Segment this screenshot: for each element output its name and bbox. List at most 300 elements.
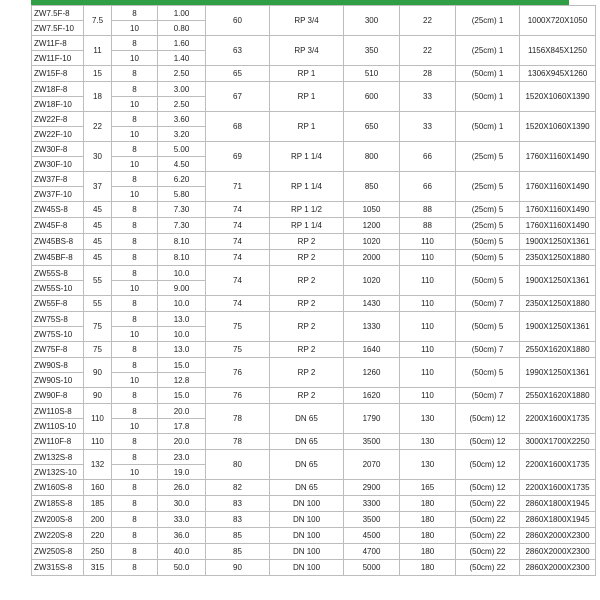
table-row <box>32 142 596 157</box>
thread-cell: RP 1 1/4 <box>270 172 344 202</box>
pressure-cell: 8 <box>112 342 158 358</box>
power-cell: 200 <box>84 512 112 528</box>
wheel-cell: (50cm) 7 <box>456 388 520 404</box>
thread-cell: RP 1 1/4 <box>270 142 344 172</box>
model-cell: ZW45BF-8 <box>32 250 84 266</box>
table-row <box>32 342 596 358</box>
weight-cell: 1430 <box>344 296 400 312</box>
table-row <box>32 250 596 266</box>
volume-cell: 20.0 <box>158 404 206 419</box>
pressure-cell: 8 <box>112 250 158 266</box>
pressure-cell: 10 <box>112 127 158 142</box>
volume-cell: 9.00 <box>158 281 206 296</box>
size-cell: 2350X1250X1880 <box>520 296 596 312</box>
volume-cell: 15.0 <box>158 358 206 373</box>
table-row <box>32 66 596 82</box>
model-cell: ZW45BS-8 <box>32 234 84 250</box>
flow-cell: 110 <box>400 312 456 342</box>
weight-cell: 1020 <box>344 266 400 296</box>
model-cell: ZW132S-10 <box>32 465 84 480</box>
table-row <box>32 202 596 218</box>
flow-cell: 88 <box>400 218 456 234</box>
power-cell: 22 <box>84 112 112 142</box>
interface-cell: 83 <box>206 512 270 528</box>
weight-cell: 1020 <box>344 234 400 250</box>
weight-cell: 1330 <box>344 312 400 342</box>
size-cell: 1900X1250X1361 <box>520 312 596 342</box>
power-cell: 7.5 <box>84 6 112 36</box>
flow-cell: 130 <box>400 450 456 480</box>
pressure-cell: 8 <box>112 404 158 419</box>
wheel-cell: (50cm) 5 <box>456 266 520 296</box>
model-cell: ZW11F-8 <box>32 36 84 51</box>
wheel-cell: (50cm) 22 <box>456 560 520 576</box>
pressure-cell: 8 <box>112 388 158 404</box>
pressure-cell: 10 <box>112 187 158 202</box>
table-row <box>32 434 596 450</box>
interface-cell: 85 <box>206 544 270 560</box>
interface-cell: 74 <box>206 250 270 266</box>
flow-cell: 110 <box>400 358 456 388</box>
size-cell: 1990X1250X1361 <box>520 358 596 388</box>
wheel-cell: (50cm) 1 <box>456 112 520 142</box>
thread-cell: RP 2 <box>270 388 344 404</box>
interface-cell: 75 <box>206 342 270 358</box>
volume-cell: 20.0 <box>158 434 206 450</box>
weight-cell: 3300 <box>344 496 400 512</box>
size-cell: 1760X1160X1490 <box>520 142 596 172</box>
pressure-cell: 8 <box>112 112 158 127</box>
thread-cell: RP 3/4 <box>270 6 344 36</box>
wheel-cell: (50cm) 7 <box>456 296 520 312</box>
model-cell: ZW45F-8 <box>32 218 84 234</box>
volume-cell: 10.0 <box>158 327 206 342</box>
wheel-cell: (50cm) 1 <box>456 66 520 82</box>
power-cell: 90 <box>84 358 112 388</box>
size-cell: 1760X1160X1490 <box>520 218 596 234</box>
interface-cell: 78 <box>206 404 270 434</box>
size-cell: 2860X2000X2300 <box>520 544 596 560</box>
volume-cell: 13.0 <box>158 342 206 358</box>
weight-cell: 2900 <box>344 480 400 496</box>
model-cell: ZW22F-10 <box>32 127 84 142</box>
model-cell: ZW185S-8 <box>32 496 84 512</box>
thread-cell: DN 100 <box>270 496 344 512</box>
interface-cell: 82 <box>206 480 270 496</box>
interface-cell: 90 <box>206 560 270 576</box>
volume-cell: 8.10 <box>158 234 206 250</box>
power-cell: 110 <box>84 434 112 450</box>
size-cell: 2200X1600X1735 <box>520 404 596 434</box>
thread-cell: RP 2 <box>270 342 344 358</box>
model-cell: ZW7.5F-8 <box>32 6 84 21</box>
flow-cell: 66 <box>400 172 456 202</box>
weight-cell: 350 <box>344 36 400 66</box>
weight-cell: 1200 <box>344 218 400 234</box>
interface-cell: 74 <box>206 218 270 234</box>
wheel-cell: (25cm) 1 <box>456 6 520 36</box>
model-cell: ZW37F-8 <box>32 172 84 187</box>
model-cell: ZW132S-8 <box>32 450 84 465</box>
table-row <box>32 312 596 327</box>
volume-cell: 50.0 <box>158 560 206 576</box>
volume-cell: 6.20 <box>158 172 206 187</box>
interface-cell: 74 <box>206 234 270 250</box>
model-cell: ZW90S-10 <box>32 373 84 388</box>
weight-cell: 5000 <box>344 560 400 576</box>
thread-cell: DN 65 <box>270 404 344 434</box>
model-cell: ZW45S-8 <box>32 202 84 218</box>
flow-cell: 110 <box>400 250 456 266</box>
model-cell: ZW11F-10 <box>32 51 84 66</box>
power-cell: 45 <box>84 234 112 250</box>
power-cell: 132 <box>84 450 112 480</box>
table-row <box>32 358 596 373</box>
volume-cell: 2.50 <box>158 97 206 112</box>
flow-cell: 33 <box>400 112 456 142</box>
table-row <box>32 450 596 465</box>
weight-cell: 2070 <box>344 450 400 480</box>
size-cell: 1900X1250X1361 <box>520 234 596 250</box>
model-cell: ZW90S-8 <box>32 358 84 373</box>
pressure-cell: 10 <box>112 97 158 112</box>
wheel-cell: (50cm) 1 <box>456 82 520 112</box>
pressure-cell: 8 <box>112 6 158 21</box>
pressure-cell: 8 <box>112 560 158 576</box>
thread-cell: DN 100 <box>270 560 344 576</box>
model-cell: ZW18F-8 <box>32 82 84 97</box>
volume-cell: 4.50 <box>158 157 206 172</box>
pressure-cell: 8 <box>112 218 158 234</box>
wheel-cell: (50cm) 22 <box>456 544 520 560</box>
size-cell: 1000X720X1050 <box>520 6 596 36</box>
spec-table-body <box>32 6 596 576</box>
flow-cell: 66 <box>400 142 456 172</box>
thread-cell: RP 1 <box>270 82 344 112</box>
interface-cell: 63 <box>206 36 270 66</box>
interface-cell: 60 <box>206 6 270 36</box>
volume-cell: 3.60 <box>158 112 206 127</box>
interface-cell: 67 <box>206 82 270 112</box>
pressure-cell: 8 <box>112 496 158 512</box>
model-cell: ZW200S-8 <box>32 512 84 528</box>
volume-cell: 5.80 <box>158 187 206 202</box>
table-row <box>32 560 596 576</box>
volume-cell: 26.0 <box>158 480 206 496</box>
interface-cell: 83 <box>206 496 270 512</box>
flow-cell: 180 <box>400 496 456 512</box>
size-cell: 2550X1620X1880 <box>520 342 596 358</box>
weight-cell: 650 <box>344 112 400 142</box>
thread-cell: DN 65 <box>270 450 344 480</box>
volume-cell: 36.0 <box>158 528 206 544</box>
flow-cell: 130 <box>400 434 456 450</box>
power-cell: 11 <box>84 36 112 66</box>
table-row <box>32 480 596 496</box>
thread-cell: RP 2 <box>270 234 344 250</box>
interface-cell: 65 <box>206 66 270 82</box>
table-row <box>32 6 596 21</box>
size-cell: 2550X1620X1880 <box>520 388 596 404</box>
power-cell: 75 <box>84 342 112 358</box>
size-cell: 1520X1060X1390 <box>520 82 596 112</box>
interface-cell: 78 <box>206 434 270 450</box>
size-cell: 1306X945X1260 <box>520 66 596 82</box>
table-row <box>32 234 596 250</box>
pressure-cell: 8 <box>112 266 158 281</box>
model-cell: ZW55S-10 <box>32 281 84 296</box>
pressure-cell: 10 <box>112 157 158 172</box>
size-cell: 1900X1250X1361 <box>520 266 596 296</box>
thread-cell: RP 1 <box>270 66 344 82</box>
table-row <box>32 36 596 51</box>
volume-cell: 1.60 <box>158 36 206 51</box>
wheel-cell: (50cm) 12 <box>456 480 520 496</box>
pressure-cell: 10 <box>112 327 158 342</box>
volume-cell: 5.00 <box>158 142 206 157</box>
weight-cell: 510 <box>344 66 400 82</box>
power-cell: 30 <box>84 142 112 172</box>
power-cell: 315 <box>84 560 112 576</box>
weight-cell: 4500 <box>344 528 400 544</box>
thread-cell: DN 100 <box>270 512 344 528</box>
table-row <box>32 172 596 187</box>
model-cell: ZW55S-8 <box>32 266 84 281</box>
table-row <box>32 544 596 560</box>
volume-cell: 13.0 <box>158 312 206 327</box>
weight-cell: 1260 <box>344 358 400 388</box>
power-cell: 55 <box>84 296 112 312</box>
interface-cell: 76 <box>206 388 270 404</box>
model-cell: ZW75F-8 <box>32 342 84 358</box>
volume-cell: 10.0 <box>158 296 206 312</box>
flow-cell: 28 <box>400 66 456 82</box>
pressure-cell: 8 <box>112 312 158 327</box>
thread-cell: RP 1 1/2 <box>270 202 344 218</box>
table-row <box>32 388 596 404</box>
interface-cell: 69 <box>206 142 270 172</box>
model-cell: ZW220S-8 <box>32 528 84 544</box>
model-cell: ZW30F-8 <box>32 142 84 157</box>
thread-cell: RP 2 <box>270 250 344 266</box>
pressure-cell: 8 <box>112 480 158 496</box>
power-cell: 45 <box>84 218 112 234</box>
pressure-cell: 10 <box>112 373 158 388</box>
wheel-cell: (25cm) 5 <box>456 202 520 218</box>
pressure-cell: 8 <box>112 528 158 544</box>
power-cell: 75 <box>84 312 112 342</box>
volume-cell: 7.30 <box>158 218 206 234</box>
pressure-cell: 8 <box>112 434 158 450</box>
flow-cell: 110 <box>400 296 456 312</box>
model-cell: ZW22F-8 <box>32 112 84 127</box>
size-cell: 1520X1060X1390 <box>520 112 596 142</box>
volume-cell: 8.10 <box>158 250 206 266</box>
model-cell: ZW15F-8 <box>32 66 84 82</box>
table-row <box>32 112 596 127</box>
thread-cell: RP 1 <box>270 112 344 142</box>
power-cell: 250 <box>84 544 112 560</box>
interface-cell: 80 <box>206 450 270 480</box>
wheel-cell: (50cm) 22 <box>456 496 520 512</box>
wheel-cell: (50cm) 22 <box>456 528 520 544</box>
size-cell: 2350X1250X1880 <box>520 250 596 266</box>
flow-cell: 180 <box>400 560 456 576</box>
volume-cell: 1.00 <box>158 6 206 21</box>
volume-cell: 33.0 <box>158 512 206 528</box>
wheel-cell: (25cm) 5 <box>456 218 520 234</box>
thread-cell: RP 2 <box>270 358 344 388</box>
pressure-cell: 8 <box>112 358 158 373</box>
model-cell: ZW75S-10 <box>32 327 84 342</box>
model-cell: ZW75S-8 <box>32 312 84 327</box>
pressure-cell: 8 <box>112 512 158 528</box>
volume-cell: 12.8 <box>158 373 206 388</box>
flow-cell: 110 <box>400 342 456 358</box>
flow-cell: 110 <box>400 266 456 296</box>
spec-table <box>31 5 596 576</box>
interface-cell: 74 <box>206 266 270 296</box>
size-cell: 2860X2000X2300 <box>520 528 596 544</box>
pressure-cell: 8 <box>112 82 158 97</box>
pressure-cell: 10 <box>112 51 158 66</box>
interface-cell: 71 <box>206 172 270 202</box>
weight-cell: 1790 <box>344 404 400 434</box>
flow-cell: 110 <box>400 388 456 404</box>
pressure-cell: 8 <box>112 234 158 250</box>
wheel-cell: (50cm) 12 <box>456 404 520 434</box>
weight-cell: 850 <box>344 172 400 202</box>
table-row <box>32 528 596 544</box>
volume-cell: 1.40 <box>158 51 206 66</box>
table-row <box>32 496 596 512</box>
power-cell: 45 <box>84 250 112 266</box>
table-row <box>32 404 596 419</box>
power-cell: 220 <box>84 528 112 544</box>
interface-cell: 85 <box>206 528 270 544</box>
model-cell: ZW18F-10 <box>32 97 84 112</box>
table-row <box>32 218 596 234</box>
wheel-cell: (25cm) 1 <box>456 36 520 66</box>
size-cell: 2200X1600X1735 <box>520 480 596 496</box>
volume-cell: 2.50 <box>158 66 206 82</box>
size-cell: 1156X845X1250 <box>520 36 596 66</box>
pressure-cell: 8 <box>112 142 158 157</box>
power-cell: 110 <box>84 404 112 434</box>
flow-cell: 110 <box>400 234 456 250</box>
volume-cell: 3.00 <box>158 82 206 97</box>
weight-cell: 300 <box>344 6 400 36</box>
flow-cell: 180 <box>400 528 456 544</box>
wheel-cell: (25cm) 5 <box>456 172 520 202</box>
model-cell: ZW110S-8 <box>32 404 84 419</box>
model-cell: ZW7.5F-10 <box>32 21 84 36</box>
thread-cell: DN 100 <box>270 544 344 560</box>
thread-cell: RP 3/4 <box>270 36 344 66</box>
table-row <box>32 512 596 528</box>
flow-cell: 22 <box>400 36 456 66</box>
volume-cell: 30.0 <box>158 496 206 512</box>
flow-cell: 22 <box>400 6 456 36</box>
weight-cell: 4700 <box>344 544 400 560</box>
thread-cell: DN 65 <box>270 480 344 496</box>
table-row <box>32 82 596 97</box>
pressure-cell: 8 <box>112 202 158 218</box>
weight-cell: 1620 <box>344 388 400 404</box>
model-cell: ZW90F-8 <box>32 388 84 404</box>
interface-cell: 74 <box>206 296 270 312</box>
thread-cell: RP 2 <box>270 296 344 312</box>
model-cell: ZW110F-8 <box>32 434 84 450</box>
weight-cell: 3500 <box>344 434 400 450</box>
interface-cell: 74 <box>206 202 270 218</box>
volume-cell: 15.0 <box>158 388 206 404</box>
table-row <box>32 266 596 281</box>
weight-cell: 1050 <box>344 202 400 218</box>
size-cell: 2200X1600X1735 <box>520 450 596 480</box>
wheel-cell: (25cm) 5 <box>456 142 520 172</box>
size-cell: 3000X1700X2250 <box>520 434 596 450</box>
pressure-cell: 10 <box>112 465 158 480</box>
flow-cell: 130 <box>400 404 456 434</box>
volume-cell: 40.0 <box>158 544 206 560</box>
pressure-cell: 8 <box>112 544 158 560</box>
flow-cell: 180 <box>400 544 456 560</box>
thread-cell: RP 1 1/4 <box>270 218 344 234</box>
pressure-cell: 8 <box>112 36 158 51</box>
pressure-cell: 8 <box>112 296 158 312</box>
interface-cell: 75 <box>206 312 270 342</box>
model-cell: ZW37F-10 <box>32 187 84 202</box>
weight-cell: 3500 <box>344 512 400 528</box>
volume-cell: 3.20 <box>158 127 206 142</box>
power-cell: 90 <box>84 388 112 404</box>
pressure-cell: 10 <box>112 419 158 434</box>
weight-cell: 1640 <box>344 342 400 358</box>
wheel-cell: (50cm) 12 <box>456 450 520 480</box>
pressure-cell: 8 <box>112 66 158 82</box>
thread-cell: DN 65 <box>270 434 344 450</box>
volume-cell: 23.0 <box>158 450 206 465</box>
model-cell: ZW30F-10 <box>32 157 84 172</box>
pressure-cell: 8 <box>112 172 158 187</box>
thread-cell: RP 2 <box>270 266 344 296</box>
wheel-cell: (50cm) 5 <box>456 358 520 388</box>
wheel-cell: (50cm) 22 <box>456 512 520 528</box>
power-cell: 15 <box>84 66 112 82</box>
pressure-cell: 8 <box>112 450 158 465</box>
model-cell: ZW110S-10 <box>32 419 84 434</box>
volume-cell: 17.8 <box>158 419 206 434</box>
model-cell: ZW55F-8 <box>32 296 84 312</box>
size-cell: 2860X1800X1945 <box>520 512 596 528</box>
interface-cell: 76 <box>206 358 270 388</box>
model-cell: ZW160S-8 <box>32 480 84 496</box>
size-cell: 2860X2000X2300 <box>520 560 596 576</box>
thread-cell: DN 100 <box>270 528 344 544</box>
wheel-cell: (50cm) 12 <box>456 434 520 450</box>
weight-cell: 800 <box>344 142 400 172</box>
interface-cell: 68 <box>206 112 270 142</box>
pressure-cell: 10 <box>112 21 158 36</box>
flow-cell: 88 <box>400 202 456 218</box>
power-cell: 185 <box>84 496 112 512</box>
flow-cell: 180 <box>400 512 456 528</box>
volume-cell: 0.80 <box>158 21 206 36</box>
pressure-cell: 10 <box>112 281 158 296</box>
wheel-cell: (50cm) 7 <box>456 342 520 358</box>
size-cell: 1760X1160X1490 <box>520 202 596 218</box>
